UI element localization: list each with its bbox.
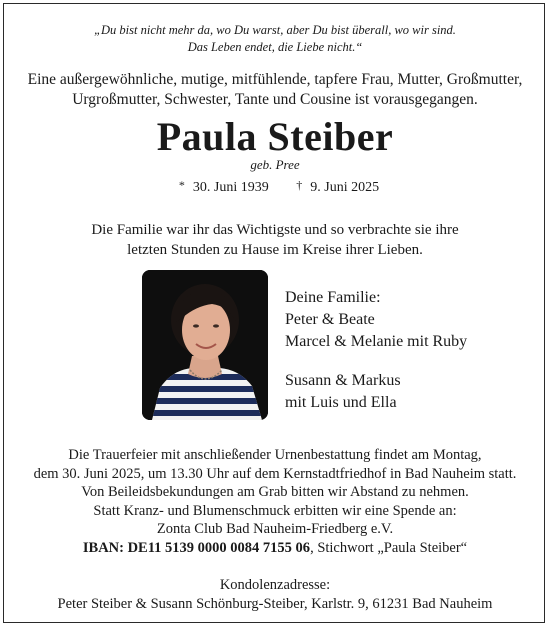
cross-icon: † — [296, 178, 303, 192]
service-line: Zonta Club Bad Nauheim-Friedberg e.V. — [156, 521, 394, 537]
star-icon: * — [178, 178, 185, 192]
death-date-group — [288, 180, 379, 195]
spacer — [285, 353, 467, 370]
birth-date-group — [171, 180, 269, 195]
quote — [0, 22, 550, 56]
deceased-name: Paula Steiber — [156, 114, 394, 159]
portrait-photo — [142, 270, 268, 420]
birth-name: geb. Pree — [250, 157, 300, 172]
intro-line: Eine außergewöhnliche, mutige, mitfühlende, tapfere Frau, Mutter, Großmutter, — [27, 71, 523, 88]
service-line: Von Beileidsbekundungen am Grab bitten wir Abstand zu nehmen. — [81, 484, 469, 500]
death-date: 9. Juni 2025 — [310, 180, 380, 195]
survivor-line: Susann & Markus — [285, 372, 401, 389]
iban: IBAN: DE11 5139 0000 0084 7155 06 — [82, 539, 311, 556]
family-line: Die Familie war ihr das Wichtigste und so verbrachte sie ihre — [91, 222, 459, 238]
portrait-image — [142, 270, 268, 420]
family-line: letzten Stunden zu Hause im Kreise ihrer Lieben. — [127, 242, 423, 258]
survivor-line: Peter & Beate — [285, 311, 375, 328]
intro-text — [0, 70, 550, 110]
survivors-heading: Deine Familie: — [285, 289, 381, 306]
survivors-list — [285, 287, 467, 414]
family-text — [0, 220, 550, 260]
service-info — [0, 446, 550, 557]
service-line: Statt Kranz- und Blumenschmuck erbitten wir eine Spende an: — [93, 502, 457, 519]
service-line: dem 30. Juni 2025, um 13.30 Uhr auf dem Kernstadtfriedhof in Bad Nauheim statt. — [33, 465, 517, 482]
condolence-address — [0, 576, 550, 614]
donation-keyword: , Stichwort „Paula Steiber“ — [310, 539, 468, 556]
life-dates — [0, 178, 550, 196]
iban-line — [0, 539, 550, 558]
quote-line: „Du bist nicht mehr da, wo Du warst, aber Du bist überall, wo wir sind. — [94, 23, 456, 37]
quote-line: Das Leben endet, die Liebe nicht.“ — [187, 40, 363, 54]
intro-line: Urgroßmutter, Schwester, Tante und Cousine ist vorausgegangen. — [72, 91, 478, 108]
service-line: Die Trauerfeier mit anschließender Urnenbestattung findet am Montag, — [68, 447, 482, 463]
survivor-line: Marcel & Melanie mit Ruby — [285, 333, 468, 350]
condolence-address-line: Peter Steiber & Susann Schönburg-Steiber, Karlstr. 9, 61231 Bad Nauheim — [57, 596, 493, 612]
survivor-line: mit Luis und Ella — [285, 394, 397, 411]
birth-date: 30. Juni 1939 — [192, 180, 269, 195]
condolence-label: Kondolenzadresse: — [219, 577, 331, 593]
